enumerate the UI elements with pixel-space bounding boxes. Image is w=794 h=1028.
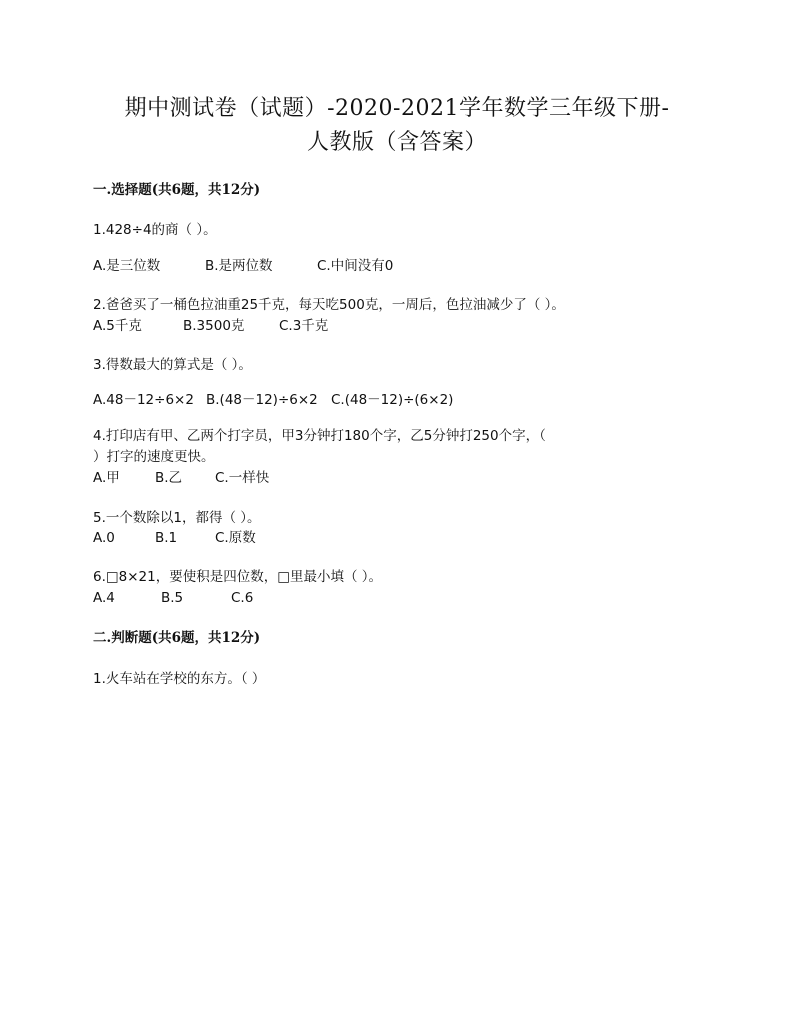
question-2-options: [93, 316, 328, 336]
option-c: C.一样快: [215, 470, 270, 486]
judgement-question-1-text: 1.火车站在学校的东方。（ ）: [93, 671, 266, 687]
option-a: A.48－12÷6×2: [93, 392, 194, 408]
document-title-line-1: 期中测试卷（试题）-2020-2021学年数学三年级下册-: [124, 96, 670, 121]
question-2-text: 2.爸爸买了一桶色拉油重25千克，每天吃500克，一周后，色拉油减少了（ ）。: [93, 297, 565, 313]
option-b: B.1: [155, 530, 178, 546]
option-c: C.(48－12)÷(6×2): [331, 392, 454, 408]
option-a: A.是三位数: [93, 258, 161, 274]
question-3-text: 3.得数最大的算式是（ ）。: [93, 357, 252, 373]
option-a: A.甲: [93, 470, 120, 486]
question-3-options: [93, 390, 453, 410]
section-heading-choice: 一.选择题(共6题，共12分): [93, 182, 261, 198]
question-4-text-line-2: ）打字的速度更快。: [93, 449, 215, 465]
question-6-options: [93, 588, 253, 608]
question-5-options: [93, 528, 256, 548]
option-c: C.3千克: [279, 318, 329, 334]
question-1-text: 1.428÷4的商（ ）。: [93, 222, 217, 238]
document-title-line-2: 人教版（含答案）: [306, 130, 487, 155]
question-5-text: 5.一个数除以1，都得（ ）。: [93, 510, 261, 526]
question-4-options: [93, 468, 269, 488]
option-a: A.5千克: [93, 318, 142, 334]
option-c: C.中间没有0: [317, 258, 394, 274]
option-a: A.0: [93, 530, 115, 546]
question-4-text-line-1: 4.打印店有甲、乙两个打字员，甲3分钟打180个字，乙5分钟打250个字，（: [93, 428, 546, 444]
section-heading-judgement: 二.判断题(共6题，共12分): [93, 630, 261, 646]
question-6-text: 6.□8×21，要使积是四位数，□里最小填（ ）。: [93, 569, 383, 585]
option-b: B.5: [161, 590, 184, 606]
option-b: B.(48－12)÷6×2: [206, 392, 318, 408]
option-a: A.4: [93, 590, 115, 606]
option-c: C.6: [231, 590, 254, 606]
option-b: B.3500克: [183, 318, 245, 334]
option-c: C.原数: [215, 530, 256, 546]
option-b: B.乙: [155, 470, 183, 486]
question-1-options: [93, 256, 393, 276]
option-b: B.是两位数: [205, 258, 273, 274]
